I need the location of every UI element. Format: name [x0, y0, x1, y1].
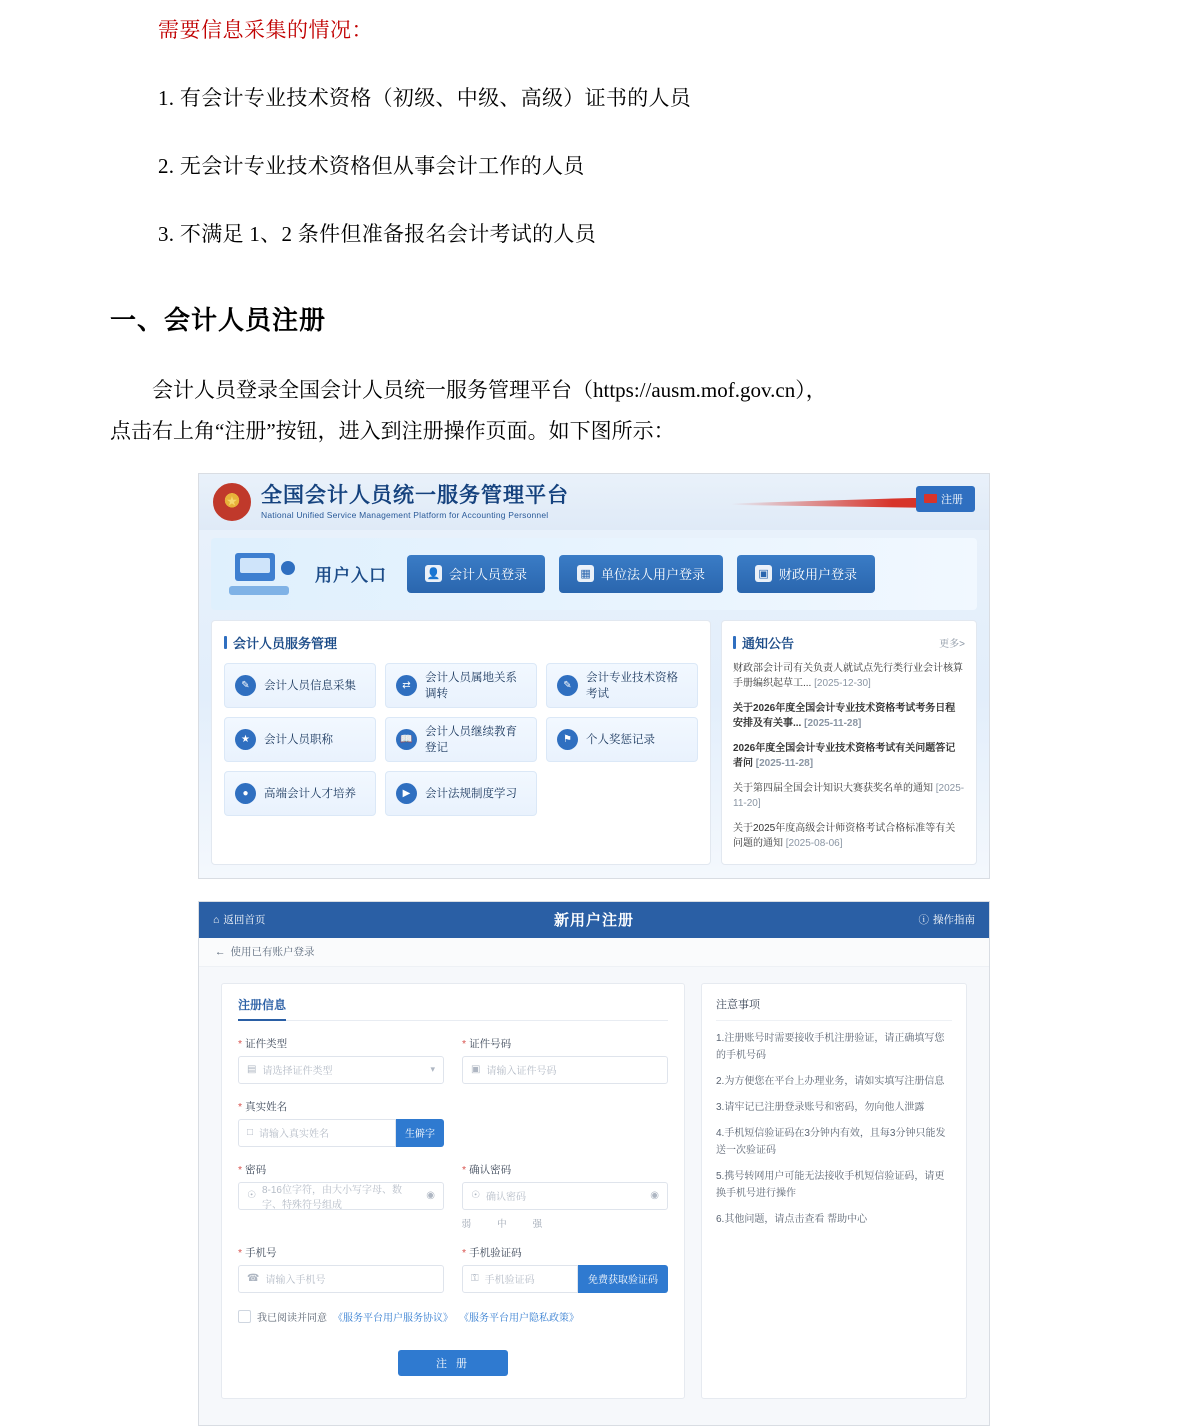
real-name-placeholder: 请输入真实姓名: [259, 1129, 330, 1141]
strength-medium: 中: [497, 1218, 507, 1230]
register-page-screenshot: [198, 901, 990, 1426]
agreement-text: 我已阅读并同意: [257, 1312, 327, 1324]
eye-icon[interactable]: ◉: [650, 1190, 659, 1202]
real-name-input[interactable]: [238, 1119, 396, 1147]
form-row-name: [238, 1099, 668, 1147]
service-item[interactable]: [224, 663, 376, 708]
login-finance-button[interactable]: [737, 555, 875, 593]
service-item[interactable]: [385, 771, 537, 816]
service-item-label: 高端会计人才培养: [264, 788, 356, 801]
national-emblem-icon: [213, 483, 251, 521]
strength-weak: 弱: [461, 1218, 472, 1230]
figure-screenshots: [198, 473, 988, 1426]
service-item[interactable]: [385, 663, 537, 708]
form-row-password: [238, 1162, 668, 1210]
shield-icon: ⚿: [471, 1273, 479, 1285]
tip-item-help: [716, 1211, 952, 1228]
service-agreement-link[interactable]: 《服务平台用户服务协议》: [333, 1312, 453, 1324]
login-accountant-button[interactable]: [407, 555, 545, 593]
tip-item: 5.携号转网用户可能无法接收手机短信验证码，请更换手机号进行操作: [716, 1170, 945, 1199]
name-spacer: [462, 1099, 668, 1147]
password-placeholder: 8-16位字符，由大小写字母、数字、特殊符号组成: [261, 1184, 402, 1211]
transfer-icon: ⇄: [396, 675, 417, 696]
paragraph-continued: [110, 412, 1076, 451]
real-name-field: [238, 1099, 444, 1147]
lock-icon: ☉: [247, 1190, 256, 1202]
home-icon: ⌂: [213, 913, 220, 926]
document-page: [0, 14, 1186, 1426]
red-heading: 需要信息采集的情况：: [158, 18, 373, 42]
rare-character-button[interactable]: 生僻字: [396, 1119, 444, 1147]
service-item-label: 会计法规制度学习: [425, 788, 517, 801]
paragraph-line-1: 会计人员登录全国会计人员统一服务管理平台（https://ausm.mof.gov.cn），: [152, 378, 827, 402]
strength-strong: 强: [532, 1218, 543, 1230]
phone-label: * 手机号: [238, 1246, 277, 1259]
service-item[interactable]: [385, 717, 537, 762]
lock-icon: ☉: [471, 1190, 480, 1202]
portal-main: [211, 620, 977, 865]
confirm-password-input[interactable]: [462, 1182, 668, 1210]
registration-form: [221, 983, 685, 1399]
computer-illustration-icon: [229, 549, 301, 599]
entry-button-group: [407, 555, 875, 593]
sms-code-label: * 手机验证码: [462, 1246, 522, 1259]
password-strength-meter: [462, 1216, 668, 1230]
login-finance-label: 财政用户登录: [779, 567, 858, 583]
register-page-title: 新用户注册: [553, 912, 634, 930]
user-icon: □: [247, 1127, 254, 1139]
service-item[interactable]: [546, 717, 698, 762]
id-number-placeholder: 请输入证件号码: [486, 1066, 557, 1078]
register-button[interactable]: [916, 486, 975, 512]
portal-title-en: National Unified Service Management Platform for Accounting Personnel: [261, 509, 549, 520]
tip-item: 1.注册账号时需要接收手机注册验证，请正确填写您的手机号码: [716, 1032, 945, 1061]
service-item[interactable]: [224, 771, 376, 816]
service-item-label: 会计人员职称: [264, 734, 333, 747]
service-item-label: 会计人员属地关系调转: [425, 672, 517, 701]
notice-item-date: [2025-12-30]: [814, 678, 871, 690]
notice-item-text: 关于2026年度全国会计专业技术资格考试考务日程安排及有关事...: [733, 702, 956, 730]
portal-screenshot: [198, 473, 990, 879]
service-item-label: 个人奖惩记录: [586, 734, 655, 747]
home-link-label: 返回首页: [223, 914, 266, 927]
notice-item[interactable]: [733, 781, 965, 812]
exam-icon: ✎: [557, 675, 578, 696]
guide-link[interactable]: [919, 912, 976, 927]
sms-code-placeholder: 手机验证码: [484, 1275, 535, 1287]
notice-item-date: [2025-11-28]: [755, 758, 814, 770]
register-button-label: 注册: [941, 493, 963, 506]
phone-icon: ☎: [247, 1273, 260, 1285]
notice-item-date: [2025-11-20]: [733, 782, 965, 810]
arrow-left-icon: ←: [215, 945, 226, 958]
phone-field: [238, 1245, 444, 1293]
id-type-select[interactable]: [238, 1056, 444, 1084]
list-item: 1. 有会计专业技术资格（初级、中级、高级）证书的人员: [158, 86, 692, 110]
service-panel-title: 会计人员服务管理: [224, 633, 698, 652]
id-number-input[interactable]: [462, 1056, 668, 1084]
password-input[interactable]: [238, 1182, 444, 1210]
id-type-field: [238, 1036, 444, 1084]
notice-more-link[interactable]: 更多>: [939, 638, 965, 650]
eye-icon[interactable]: ◉: [426, 1190, 435, 1202]
id-type-label: * 证件类型: [238, 1037, 288, 1050]
password-field: [238, 1162, 444, 1210]
real-name-label: * 真实姓名: [238, 1100, 288, 1113]
flag-icon: [924, 494, 937, 503]
id-card-icon: ▣: [755, 565, 772, 582]
id-number-label: * 证件号码: [462, 1037, 512, 1050]
service-item-label: 会计人员信息采集: [264, 680, 356, 693]
notice-title: 通知公告: [733, 633, 794, 652]
tips-title: 注意事项: [716, 996, 952, 1021]
get-code-button[interactable]: 免费获取验证码: [578, 1265, 668, 1293]
sms-code-input[interactable]: [462, 1265, 578, 1293]
id-number-field: [462, 1036, 668, 1084]
tip-item-help-text: 6.其他问题，请点击查看 帮助中心: [716, 1213, 868, 1225]
form-row-id: [238, 1036, 668, 1084]
register-page-header: [199, 902, 989, 938]
notice-item[interactable]: [733, 741, 965, 772]
tip-item: 4.手机短信验证码在3分钟内有效，且每3分钟只能发送一次验证码: [716, 1127, 946, 1156]
phone-placeholder: 请输入手机号: [265, 1275, 326, 1287]
document-text: [0, 14, 1186, 451]
notice-item-text: 2026年度全国会计专业技术资格考试有关问题答记者问: [733, 742, 956, 770]
login-accountant-label: 会计人员登录: [449, 567, 528, 583]
portal-title-cn: 全国会计人员统一服务管理平台: [261, 483, 569, 507]
id-type-placeholder: 请选择证件类型: [262, 1066, 333, 1078]
badge-icon: ★: [235, 729, 256, 750]
tab-registration-info[interactable]: 注册信息: [238, 996, 286, 1021]
service-item-label: 会计专业技术资格考试: [586, 672, 678, 701]
portal-header: [199, 474, 989, 530]
notice-item-text: 关于2025年度高级会计师资格考试合格标准等有关问题的通知: [733, 822, 956, 850]
notice-item[interactable]: [733, 821, 965, 852]
paragraph-line-2: 点击右上角“注册”按钮，进入到注册操作页面。如下图所示：: [110, 418, 675, 443]
user-icon: 👤: [425, 565, 442, 582]
play-icon: ▶: [396, 783, 417, 804]
reward-icon: ⚑: [557, 729, 578, 750]
agreement-checkbox[interactable]: [238, 1310, 251, 1323]
chevron-down-icon: ▾: [430, 1064, 435, 1075]
list-item: 3. 不满足 1、2 条件但准备报名会计考试的人员: [158, 222, 596, 246]
service-item[interactable]: [546, 663, 698, 708]
back-to-login-link[interactable]: [199, 938, 989, 967]
confirm-password-label: * 确认密码: [462, 1163, 512, 1176]
privacy-policy-link[interactable]: 《服务平台用户隐私政策》: [459, 1312, 579, 1324]
ribbon-decoration: [731, 498, 921, 508]
service-item-label: 会计人员继续教育登记: [425, 726, 517, 755]
confirm-password-placeholder: 确认密码: [485, 1192, 526, 1204]
notice-item[interactable]: [733, 661, 965, 692]
agreement-row: [238, 1309, 668, 1324]
password-label: * 密码: [238, 1163, 267, 1176]
user-entry-bar: [211, 538, 977, 610]
notice-item-date: [2025-11-28]: [804, 718, 862, 730]
login-corporate-button[interactable]: [559, 555, 723, 593]
notice-item[interactable]: [733, 701, 965, 732]
paragraph: [110, 371, 1076, 410]
notice-panel: [721, 620, 977, 865]
service-grid: [224, 663, 698, 816]
list-item: 2. 无会计专业技术资格但从事会计工作的人员: [158, 154, 585, 178]
info-icon: ⓘ: [918, 914, 929, 927]
id-card-icon: ▣: [471, 1064, 481, 1076]
tip-item: 3.请牢记已注册登录账号和密码，勿向他人泄露: [716, 1101, 925, 1113]
register-body: [199, 967, 989, 1425]
notice-item-text: 关于第四届全国会计知识大赛获奖名单的通知: [733, 782, 933, 794]
confirm-password-field: [462, 1162, 668, 1210]
service-panel: [211, 620, 711, 865]
document-edit-icon: ✎: [235, 675, 256, 696]
login-corporate-label: 单位法人用户登录: [601, 567, 706, 583]
notice-header: [733, 633, 965, 652]
sms-code-field: [462, 1245, 668, 1293]
form-row-phone: [238, 1245, 668, 1293]
tips-panel: [701, 983, 967, 1399]
grid-icon: ▤: [247, 1064, 257, 1076]
section-heading: 一、会计人员注册: [110, 306, 327, 335]
building-icon: ▦: [577, 565, 594, 582]
back-to-login-label: 使用已有账户登录: [230, 946, 315, 959]
service-item[interactable]: [224, 717, 376, 762]
talent-icon: ●: [235, 783, 256, 804]
notice-item-date: [2025-08-06]: [785, 838, 843, 850]
education-icon: 📖: [396, 729, 417, 750]
guide-link-label: 操作指南: [933, 914, 975, 927]
submit-register-button[interactable]: 注 册: [398, 1350, 508, 1376]
user-entry-label: 用户入口: [315, 566, 387, 586]
phone-input[interactable]: [238, 1265, 444, 1293]
tip-item: 2.为方便您在平台上办理业务，请如实填写注册信息: [716, 1075, 945, 1087]
notice-item-text: 财政部会计司有关负责人就试点先行类行业会计核算手册编织起草工...: [733, 662, 963, 690]
